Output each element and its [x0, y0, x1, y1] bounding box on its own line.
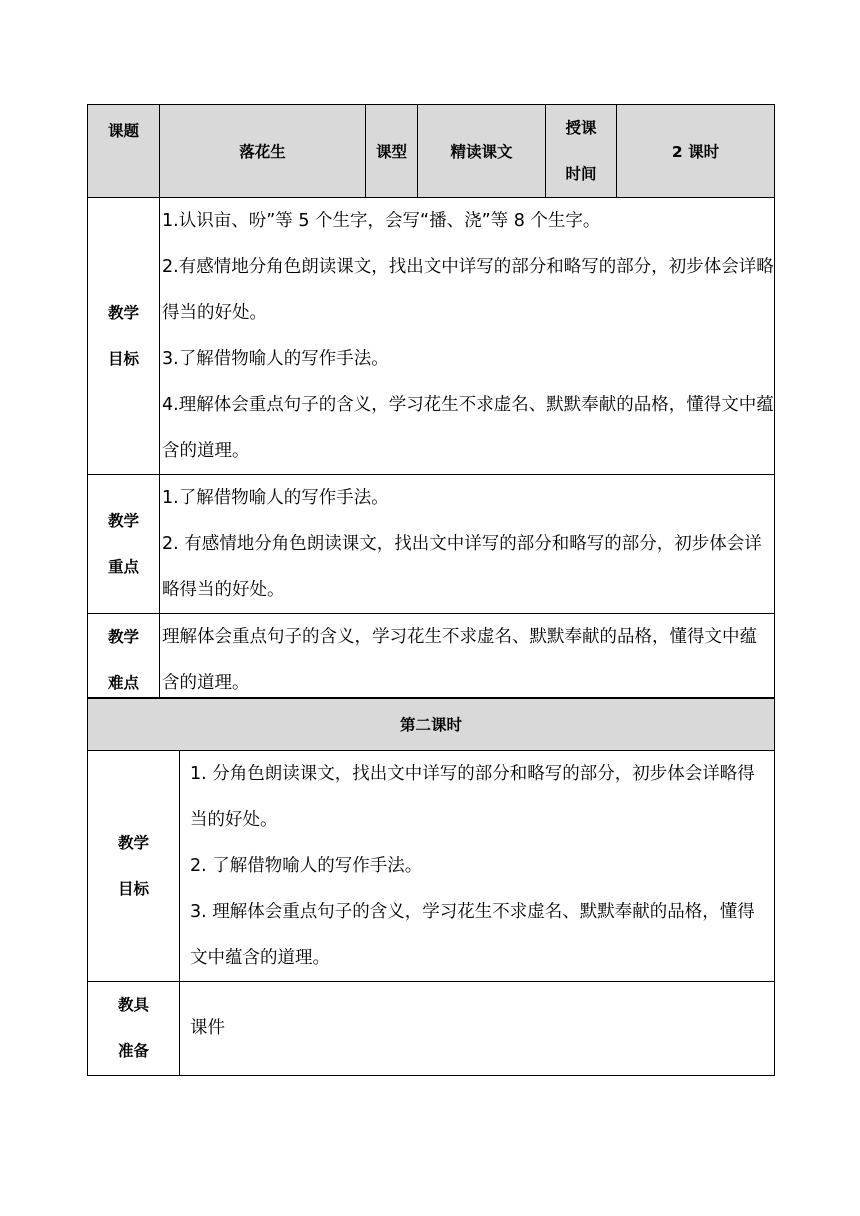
- second-lesson-title-row: [88, 698, 775, 750]
- second-lesson-table: [87, 697, 775, 1076]
- goals-label-line-1: 教学: [107, 304, 139, 322]
- difficulties-label-line-1: 教学: [107, 628, 139, 646]
- goal-item: 2.有感情地分角色朗读课文，找出文中详写的部分和略写的部分，初步体会详略得当的好处。: [162, 257, 774, 323]
- second-goals-row: [88, 750, 775, 981]
- topic-label: 课题: [107, 122, 139, 140]
- key-points-label-line-1: 教学: [107, 512, 139, 530]
- tools-text: 课件: [190, 1018, 225, 1038]
- difficulties-label-line-2: 难点: [107, 674, 139, 692]
- tools-content-cell: [180, 981, 775, 1075]
- time-value-cell: [617, 105, 775, 198]
- tools-label-line-2: 准备: [117, 1042, 149, 1060]
- time-label-cell: [546, 105, 617, 198]
- goals-label-cell: [88, 198, 160, 475]
- key-points-label-line-2: 重点: [107, 558, 139, 576]
- goals-content-cell: [160, 198, 775, 475]
- goals-label-line-2: 目标: [107, 350, 139, 368]
- second-goal-item: 1. 分角色朗读课文，找出文中详写的部分和略写的部分，初步体会详略得当的好处。: [190, 763, 755, 830]
- goal-item: 1.认识亩、吩”等 5 个生字，会写“播、浇”等 8 个生字。: [162, 211, 601, 231]
- goal-item: 4.理解体会重点句子的含义，学习花生不求虚名、默默奉献的品格，懂得文中蕴含的道理。: [162, 395, 774, 461]
- type-value-cell: [418, 105, 546, 198]
- topic-value: 落花生: [239, 143, 286, 161]
- time-label-line-2: 时间: [565, 165, 597, 183]
- difficulties-label-cell: [88, 614, 160, 707]
- second-goals-label-cell: [88, 750, 180, 981]
- topic-value-cell: [160, 105, 366, 198]
- difficulties-text: 理解体会重点句子的含义，学习花生不求虚名、默默奉献的品格，懂得文中蕴含的道理。: [162, 627, 757, 693]
- difficulties-content-cell: [160, 614, 775, 707]
- time-label-line-1: 授课: [565, 119, 597, 137]
- second-goals-content-cell: [180, 750, 775, 981]
- type-value: 精读课文: [450, 143, 513, 161]
- header-row: [88, 105, 775, 198]
- goals-row: [88, 198, 775, 475]
- difficulties-row: [88, 614, 775, 707]
- lesson-plan-table: [87, 104, 775, 707]
- second-goals-label-line-1: 教学: [117, 833, 149, 852]
- second-goal-item: 3. 理解体会重点句子的含义，学习花生不求虚名、默默奉献的品格，懂得文中蕴含的道理。: [190, 901, 755, 968]
- type-label-cell: [366, 105, 418, 198]
- key-points-content-cell: [160, 475, 775, 614]
- key-point-item: 2. 有感情地分角色朗读课文，找出文中详写的部分和略写的部分，初步体会详略得当的好处。: [162, 534, 762, 600]
- goal-item: 3.了解借物喻人的写作手法。: [162, 349, 389, 369]
- tools-label-cell: [88, 981, 180, 1075]
- tools-row: [88, 981, 775, 1075]
- second-goal-item: 2. 了解借物喻人的写作手法。: [190, 855, 423, 876]
- time-value: 2 课时: [671, 143, 720, 161]
- tools-label-line-1: 教具: [117, 996, 149, 1014]
- key-points-row: [88, 475, 775, 614]
- second-goals-label-line-2: 目标: [117, 879, 149, 898]
- topic-label-cell: [88, 105, 160, 198]
- key-points-label-cell: [88, 475, 160, 614]
- second-lesson-title: 第二课时: [400, 716, 463, 735]
- key-point-item: 1.了解借物喻人的写作手法。: [162, 488, 389, 508]
- second-lesson-title-cell: [88, 698, 775, 750]
- type-label: 课型: [375, 143, 407, 161]
